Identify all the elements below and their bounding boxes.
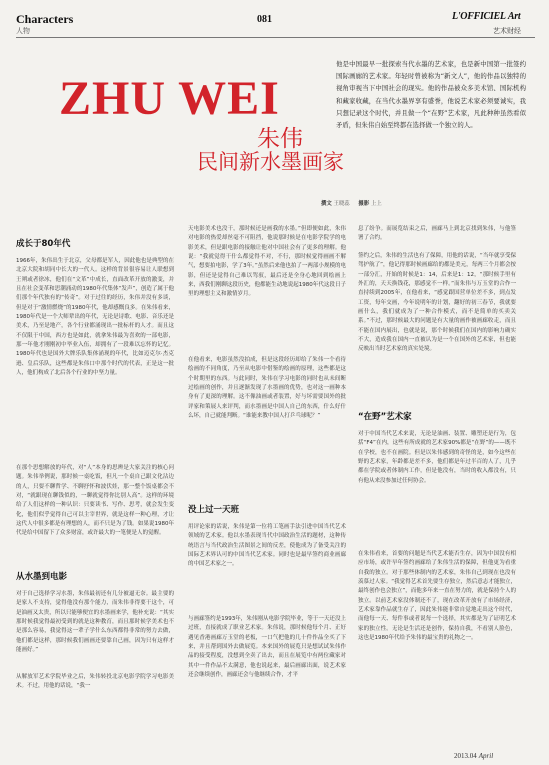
body-paragraph: 与画廊签约是1993年，朱伟刚从电影学院毕业，等于一天还没上过班，直接就成了职业艺术家。朱伟说，那时候他每个月、正好遇见香港画廊万玉堂的老板，一口气把他的几十件作品全买了下来，并且帮到国外去做展览。本来国外的展览只是想试试朱伟作品的接受程度，没想到全卖了出去，而且在展览中有两位藏家对其中一件作品不太满意，他也说起来，最后画廊出面，说艺术家还会继续创作，画廊还会与他继续合作，才平 — [188, 616, 346, 679]
issue-month: April — [478, 752, 494, 760]
issue-date — [454, 752, 493, 760]
page-number: 081 — [257, 14, 272, 25]
section-heading-independent-artist: “在野”艺术家 — [358, 412, 412, 422]
body-paragraph: 在他看来，电影虽然没拍成，但是这段经历却给了朱伟一个看待绘画的不同角度，乃至从电影中借鉴的绘画的原理，这些都是这个时期里的东西。与此同时，朱伟在学习电影的同时也从未间断过绘画的创作，并且逐渐发现了水墨画的优势，也对这一画种本身有了更深的理解。这不像油画或者装置，好与坏需要国外的批评家和策展人来评判，而水墨画是中国人自己的东西，什么好什么坏，自己就能判断。“谁能来教中国人打乒乓球呢？” — [188, 357, 346, 420]
brand-subtitle: 艺术财经 — [493, 27, 521, 35]
body-paragraph: 从解放军艺术学院毕业之后，朱伟转投北京电影学院学习电影美术。不过，用他的话说，“我一 — [16, 674, 174, 690]
writer-label: 撰文 — [321, 201, 332, 207]
column-middle — [188, 223, 346, 747]
article-subtitle: 民间新水墨画家 — [197, 150, 344, 174]
body-paragraph: 在朱伟看来，首要的问题是当代艺术能否生存，因为中国没有相应市场，或许早年签约画廊给了朱伟生活的保障，但他更为看重自我的独立。对于那些体制内的艺术家，朱伟自己到现在也没有羡慕过人家。“我觉得艺术首先要生存独立，然后意志才能独立，最终创作也会独立”，而他多年来一直在努力的，就是保持个人的独立。以前艺术家没体制还不了，现在改革开放有了市场经济，艺术家靠作品就生存了，因此朱伟能非常自觉地走出这个时代，而他每一天、每件事或者说每一个选择，其实都是为了证明艺术家的独立性。无论是生活还是创作，保持自我，不看别人脸色，这也是1980年代给予朱伟的最宝贵的礼物之一。 — [358, 551, 516, 642]
byline — [321, 199, 389, 207]
brand-main: L'OFFICIEL — [452, 11, 506, 22]
brand-logo — [452, 11, 520, 22]
brand-script: Art — [507, 11, 521, 22]
body-paragraph: 天电影美术也没干，那时候还是画我的水墨。”但即便如此，朱伟对电影的热爱却丝毫不可阻挡，他说那时候是在电影学院学的电影美术，但是跟电影的接触让他对中国社会有了更多的理解。他说：“我就觉得干什么都觉得不对，不行，那时候觉得画画不解气，想要拍电影，学了3年。”虽然后来他也拍了一两部小规模的电影，但还是觉得自己难以驾驭，最后还是全身心地回到绘画上来，西我们刚聊这段历史，他都能生动地说起1980年代这段日子里的理想主义和激情岁月。 — [188, 226, 346, 298]
header-divider — [16, 37, 535, 38]
section-heading-ink-to-film: 从水墨到电影 — [16, 572, 68, 582]
photographer-name: 上上 — [370, 201, 382, 207]
intro-paragraph — [336, 58, 526, 131]
body-paragraph: 1966年，朱伟出生于北京，父母都是军人，因此他也是典型的在北京大院和胡同中长大的一代人。这样的背景很容易让人联想到王朔或者徐冰，他们在“文革”中成长，直面改革开放的激变，并且在社会变革和思潮涌动的1980年代集体“发声”，创造了属于他们那个年代独有的“传奇”。对于过往的经历，朱伟并没有多谈，但是对于“激情燃烧”的1980年代，他却感慨良多。在朱伟看来，1980年代是一个大师辈出的年代，无论是诗歌、电影、音乐还是美术，乃至是地产，各个行业都涌现出一批标杆的人才。而且这不仅限于中国，西方也是如此，就拿朱伟最为喜欢的一部电影，那一年他才刚刚初中毕业入伍，却拥有了一段难以忘怀的记忆。1980年代也是国外大牌乐队集体涌现的年代，比如迈克尔·杰克逊、皇后乐队，这些都是朱伟口中那个时代的代表，正是这一批人，他们构成了北后各个行业的中坚力量。 — [16, 258, 174, 377]
body-paragraph: 在那个思想解放的年代，对“人”本身的思辨是大家关注的核心问题。朱伟举例说，那时候一桌吃饭，但凡一个桌自己跟文化沾边的人，只要不聊哲学、不聊抒怀和波伏娃，那一整个饭桌都会不对，“就跟现在聊钱似的，一聊就觉得你比别人高”。这样的环境给了人们这样的一种认识：只要读书、写作、思考，就会发生变化，他们似乎觉得自己可以主宰世界，就是这样一种心理，才让这代人中很多都是有理想的人，而不只是为了钱。如果说1980年代是给中国留下了众多财富，或许最大的一笔便是人的觉醒。 — [16, 465, 174, 537]
article-title-english: ZHU WEI — [59, 72, 280, 125]
section-title: Characters — [16, 12, 74, 26]
section-heading-growing-up: 成长于80年代 — [16, 239, 71, 249]
intro-text: 他是中国最早一批探索当代水墨的艺术家，也是新中国第一批签约国际画廊的艺术家。年轻时曾被称为“新文人”，他的作品以独特的视角审视当下中国社会的现实。他的作品被众多美术馆、国际机构和藏家收藏，在当代水墨界享有盛誉，他说艺术家必须要诚实，我只想记录这个时代，并且做一个“在野”艺术家，凡此种种虽然看似矛盾，但朱伟自始至终都在选择做一个独立的人。 — [336, 60, 526, 129]
body-paragraph: 对于中国当代艺术来说，无论是油画、装置、雕塑还是行为，包括“F4”在内，这些有所成就的艺术家90%都是“在野”的——既不在学校，也不在画院。但是以朱伟感到的奇怪的是，如今这些在野的艺术家，年龄都是差不多，他们都是年过半百的人了，几乎都在学院或者体制内工作，但是他没有，当时的收入都没有，只有他从来没参加过任何协会。 — [358, 431, 516, 484]
photographer-label: 摄影 — [358, 201, 370, 207]
body-paragraph: 息了纷争。而展览结束之后，画廊马上到北京找到朱伟，与他签署了合约。 — [358, 226, 516, 242]
section-subtitle: 人物 — [16, 27, 30, 35]
column-left — [16, 223, 174, 703]
section-heading-never-worked: 没上过一天班 — [188, 505, 240, 515]
issue-date-number: 2013.04 — [454, 752, 477, 760]
column-right — [358, 223, 516, 700]
body-paragraph: 对于自己选择学习水墨，朱伟最初还有几分被逼无奈。最主要的是家人不支持，觉得他没有那个能力，而朱伟非得要干这个，可是油画又太贵，所以只能够便宜的水墨画来学，他补充说：“其实那时候我觉得最初受到的就是这种教育，而且那时候学美术也不是那么容易，我觉得这一辈子学什么东西都得非常的努力去做，他们都是这样，那时候我们画画还要靠自己画，因为只有这样才能画好。” — [16, 591, 174, 654]
body-paragraph: 用评论家的话说，朱伟是第一位将工笔画手法引进中国当代艺术领域的艺术家。他以水墨表现当代中国政治生活的题材，这种传统语言与当代政治生活图景之间的反差，使他成为了备受关注的国际艺术界认可的中国当代艺术家。同时也是最早签约商业画廊的中国艺术家之一。 — [188, 524, 346, 568]
article-title-chinese: 朱伟 — [257, 126, 303, 152]
body-paragraph: 签约之后，朱伟的生活也有了保障，用他的话说，“当年就享受保驾护航了”，他记得那时候画廊给的都是美元，每两三个月都会按一部分汇，开始的时候是1：14，后来是1：12，“那时候手里有外汇的，天天换钱花，那感觉不一样。”而朱伟与万玉堂的合作一直持续到2005年，在他看来，“感觉跟国营单位差不多，到点发工资，每年交画，今年说明年的计划，翻好的初三春节，我就要画什么，我们就成为了一种合作模式，而不是简单的买卖关系。”不过，那时候最大的问题是有大量的画作被画廊收走，而且不能在国内展出，也就是说，那个时候我们在国内的影响力确实不大，造成我在国内一直被认为是一个在国外的艺术家，但也能反映出当时艺术家的真实处境。 — [358, 253, 516, 353]
writer-name: 王晓蕊 — [333, 201, 350, 207]
